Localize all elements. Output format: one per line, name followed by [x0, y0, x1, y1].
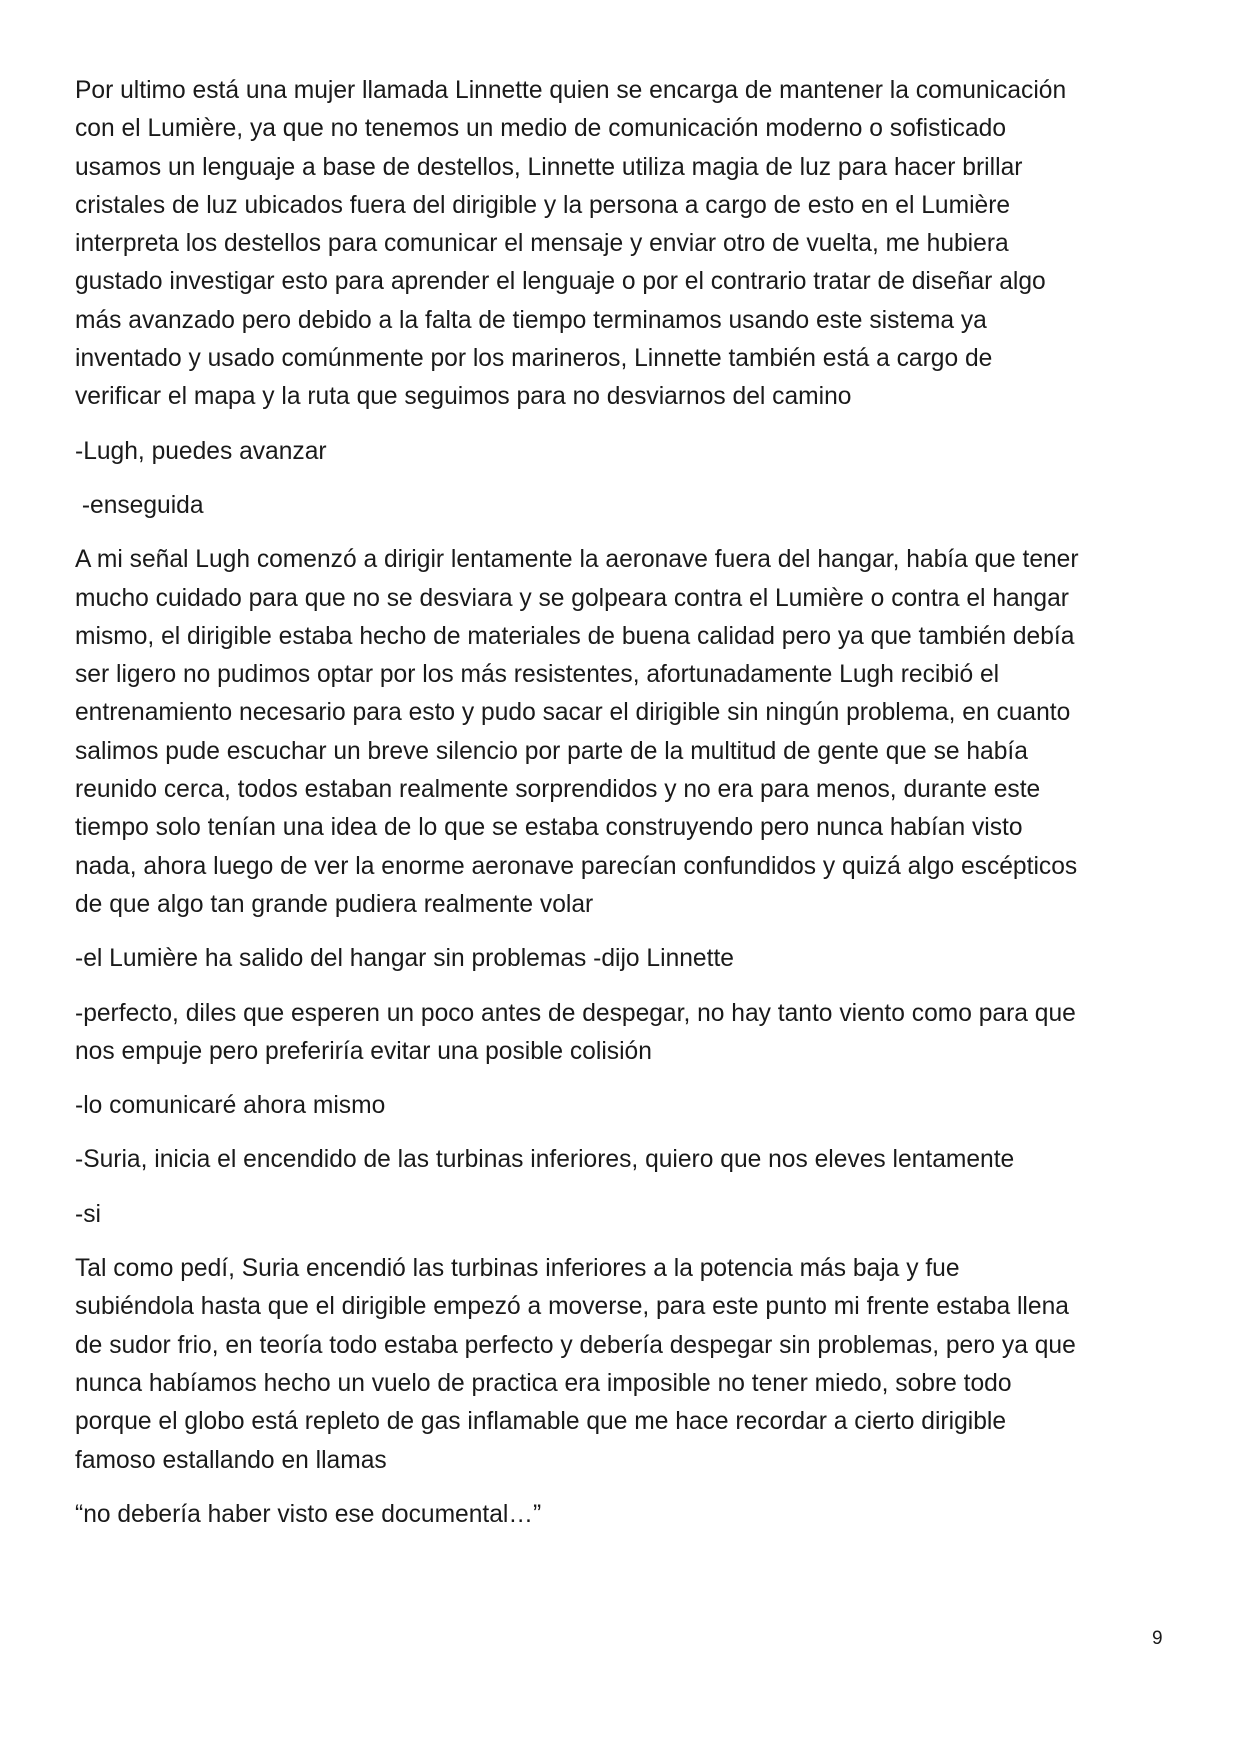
paragraph-hangar-exit: [75, 541, 1175, 924]
text-line: tiempo solo tenían una idea de lo que se estaba construyendo pero nunca habían visto: [75, 814, 1023, 842]
text-line: entrenamiento necesario para esto y pudo sacar el dirigible sin ningún problema, en cuanto: [75, 699, 1071, 727]
text-line: mismo, el dirigible estaba hecho de materiales de buena calidad pero ya que también debía: [75, 622, 1075, 650]
text-line: -lo comunicaré ahora mismo: [75, 1092, 386, 1120]
paragraph-linnette-intro: [75, 72, 1175, 417]
text-line: cristales de luz ubicados fuera del dirigible y la persona a cargo de esto en el Lumière: [75, 191, 1011, 219]
text-line: de que algo tan grande pudiera realmente volar: [75, 890, 594, 918]
text-line: -Lugh, puedes avanzar: [75, 437, 327, 465]
page-number: 9: [1152, 1628, 1163, 1649]
page-body: [75, 72, 1175, 1550]
text-line: -si: [75, 1200, 101, 1228]
dialogue-line: [75, 995, 1175, 1072]
text-line: -Suria, inicia el encendido de las turbinas inferiores, quiero que nos eleves lentamente: [75, 1146, 1015, 1174]
text-line: gustado investigar esto para aprender el lenguaje o por el contrario tratar de diseñar algo: [75, 268, 1046, 296]
text-line: -perfecto, diles que esperen un poco antes de despegar, no hay tanto viento como para que: [75, 999, 1076, 1027]
text-line: salimos pude escuchar un breve silencio por parte de la multitud de gente que se había: [75, 737, 1028, 765]
text-line: -el Lumière ha salido del hangar sin problemas -dijo Linnette: [75, 945, 734, 973]
text-line: subiéndola hasta que el dirigible empezó a moverse, para este punto mi frente estaba llena: [75, 1293, 1069, 1321]
text-line: -enseguida: [75, 491, 204, 519]
text-line: inventado y usado comúnmente por los marineros, Linnette también está a cargo de: [75, 345, 993, 373]
text-line: reunido cerca, todos estaban realmente sorprendidos y no era para menos, durante este: [75, 776, 1041, 804]
text-line: ser ligero no pudimos optar por los más resistentes, afortunadamente Lugh recibió el: [75, 661, 1000, 689]
inner-thought: [75, 1496, 1175, 1534]
text-line: famoso estallando en llamas: [75, 1446, 387, 1474]
text-line: verificar el mapa y la ruta que seguimos para no desviarnos del camino: [75, 383, 852, 411]
text-line: nos empuje pero preferiría evitar una posible colisión: [75, 1037, 652, 1065]
text-line: Tal como pedí, Suria encendió las turbinas inferiores a la potencia más baja y fue: [75, 1255, 960, 1283]
dialogue-line: [75, 487, 1175, 525]
text-line: más avanzado pero debido a la falta de tiempo terminamos usando este sistema ya: [75, 306, 987, 334]
text-line: interpreta los destellos para comunicar el mensaje y enviar otro de vuelta, me hubiera: [75, 230, 1009, 258]
text-line: porque el globo está repleto de gas inflamable que me hace recordar a cierto dirigible: [75, 1408, 1007, 1436]
text-line: Por ultimo está una mujer llamada Linnette quien se encarga de mantener la comunicación: [75, 77, 1067, 104]
text-line: “no debería haber visto ese documental…”: [75, 1500, 542, 1528]
dialogue-line: [75, 1141, 1175, 1179]
text-line: mucho cuidado para que no se desviara y se golpeara contra el Lumière o contra el hangar: [75, 584, 1069, 612]
text-line: con el Lumière, ya que no tenemos un medio de comunicación moderno o sofisticado: [75, 115, 1007, 143]
text-line: A mi señal Lugh comenzó a dirigir lentamente la aeronave fuera del hangar, había que tener: [75, 546, 1079, 574]
dialogue-line: [75, 1196, 1175, 1234]
paragraph-liftoff: [75, 1250, 1175, 1480]
dialogue-line: [75, 433, 1175, 471]
text-line: nada, ahora luego de ver la enorme aeronave parecían confundidos y quizá algo escépticos: [75, 852, 1078, 880]
dialogue-line: [75, 940, 1175, 978]
text-line: de sudor frio, en teoría todo estaba perfecto y debería despegar sin problemas, pero ya que: [75, 1331, 1076, 1359]
dialogue-line: [75, 1087, 1175, 1125]
text-line: usamos un lenguaje a base de destellos, Linnette utiliza magia de luz para hacer brillar: [75, 153, 1023, 181]
text-line: nunca habíamos hecho un vuelo de practica era imposible no tener miedo, sobre todo: [75, 1369, 1012, 1397]
